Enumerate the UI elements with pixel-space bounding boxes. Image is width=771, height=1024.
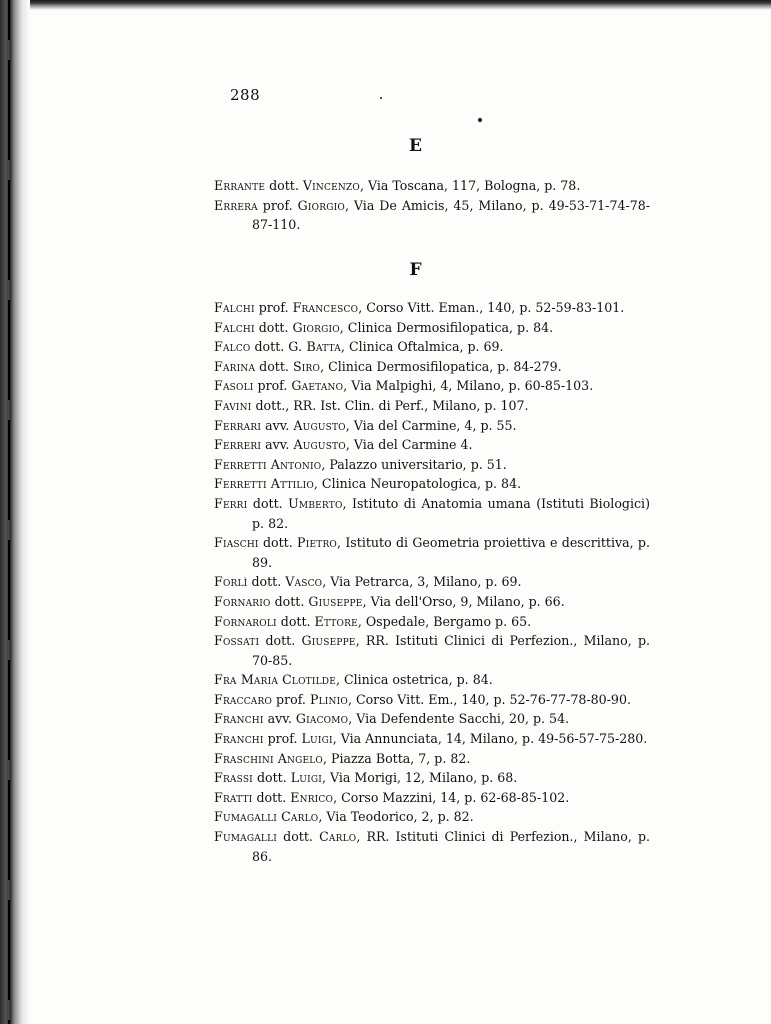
- list-item: [214, 592, 650, 612]
- entry-title: dott.,: [251, 397, 294, 413]
- entry-given-name: Luigi: [290, 770, 322, 786]
- entry-title: dott.: [252, 789, 291, 805]
- ink-speck: [478, 118, 482, 122]
- entry-given-name: Giuseppe: [301, 633, 356, 649]
- entry-details: , Clinica Oftalmica, p. 69.: [340, 339, 504, 355]
- entry-surname: Farina: [214, 358, 256, 374]
- list-item: [214, 612, 650, 632]
- list-item: [214, 690, 650, 710]
- entry-details: , Via Malpighi, 4, Milano, p. 60-85-103.: [343, 378, 594, 394]
- ink-speck: [380, 97, 382, 99]
- section-e-entries: [214, 176, 650, 235]
- entry-details: , Via dell'Orso, 9, Milano, p. 66.: [362, 593, 565, 609]
- entry-surname: Franchi: [214, 711, 264, 727]
- list-item: [214, 435, 650, 455]
- entry-surname: Ferretti: [214, 476, 267, 492]
- entry-title: dott.: [247, 495, 289, 511]
- entry-details: , Clinica ostetrica, p. 84.: [335, 672, 493, 688]
- entry-given-name: Giuseppe: [308, 593, 363, 609]
- list-item: [214, 807, 650, 827]
- entry-details: , Via del Carmine 4.: [345, 437, 473, 453]
- entry-surname: Errante: [214, 178, 266, 193]
- entry-surname: Ferretti: [214, 456, 267, 472]
- entry-details: , Corso Vitt. Em., 140, p. 52-76-77-78-80-90.: [347, 691, 631, 707]
- entry-title: prof.: [253, 378, 292, 394]
- list-item: [214, 533, 650, 572]
- entry-surname: Fra Maria: [214, 672, 279, 688]
- list-item: [214, 298, 650, 318]
- entry-surname: Fumagalli: [214, 829, 278, 845]
- entry-given-name: Enrico: [290, 789, 334, 805]
- entry-details: , Via Defendente Sacchi, 20, p. 54.: [348, 711, 570, 727]
- entry-details: , Piazza Botta, 7, p. 82.: [323, 750, 471, 766]
- entry-surname: Falchi: [214, 319, 255, 335]
- list-item: [214, 318, 650, 338]
- entry-given-name: Carlo: [281, 809, 319, 825]
- entry-given-name: Giacomo: [295, 711, 349, 727]
- entry-details: , Istituto di Geometria proiettiva e descrittiva, p. 89.: [252, 535, 650, 570]
- entry-given-name: Giorgio: [292, 319, 340, 335]
- entry-title: dott.: [259, 633, 302, 649]
- list-item: [214, 749, 650, 769]
- entry-title: dott.: [255, 358, 293, 374]
- entry-surname: Fumagalli: [214, 809, 278, 825]
- entry-details: , Ospedale, Bergamo p. 65.: [357, 613, 532, 629]
- entry-surname: Fraccaro: [214, 691, 273, 707]
- entry-title: dott.: [276, 613, 315, 629]
- entry-given-name: Augusto: [293, 437, 346, 453]
- entry-given-name: Augusto: [293, 417, 346, 433]
- entry-given-name: Carlo: [319, 829, 357, 845]
- entry-details: , Clinica Dermosifilopatica, p. 84.: [339, 319, 554, 335]
- list-item: [214, 729, 650, 749]
- section-f-entries: [214, 298, 650, 866]
- entry-details: , RR. Istituti Clinici di Perfezion., Milano, p. 86.: [252, 829, 651, 864]
- page-top-edge: [0, 0, 771, 10]
- entry-title: prof.: [263, 731, 302, 747]
- entry-given-name: Angelo: [277, 750, 324, 766]
- entry-surname: Fraschini: [214, 750, 274, 766]
- page-number: 288: [230, 86, 261, 104]
- entry-surname: Frassi: [214, 770, 253, 786]
- entry-details: , Via Petrarca, 3, Milano, p. 69.: [322, 574, 522, 590]
- list-item: [214, 396, 650, 416]
- entry-surname: Fornaroli: [214, 613, 277, 629]
- entry-given-name: Plinio: [309, 691, 348, 707]
- entry-surname: Forlì: [214, 574, 248, 590]
- entry-given-name: Pietro: [297, 535, 338, 551]
- entry-details: , Corso Vitt. Eman., 140, p. 52-59-83-101.: [358, 300, 625, 315]
- entry-title: dott.: [254, 319, 293, 335]
- entry-details: RR. Ist. Clin. di Perf., Milano, p. 107.: [293, 397, 529, 413]
- entry-title: dott.: [247, 574, 286, 590]
- entry-surname: Fiaschi: [214, 535, 259, 551]
- entry-title: dott.: [270, 593, 309, 609]
- entry-title: prof.: [257, 197, 298, 213]
- entry-given-name: G. Batta: [288, 339, 341, 355]
- entry-title: prof.: [254, 300, 293, 315]
- entry-title: dott.: [252, 770, 291, 786]
- entry-given-name: Siro: [292, 358, 321, 374]
- entry-surname: Franchi: [214, 731, 264, 747]
- list-item: [214, 474, 650, 494]
- entry-details: , Via De Amicis, 45, Milano, p. 49-53-71-74-78-87-110.: [252, 197, 651, 233]
- entry-surname: Ferri: [214, 495, 248, 511]
- entry-details: , Via Morigi, 12, Milano, p. 68.: [321, 770, 518, 786]
- entry-title: avv.: [263, 711, 296, 727]
- entry-surname: Errera: [214, 197, 258, 213]
- entry-surname: Falco: [214, 339, 251, 355]
- list-item: [214, 376, 650, 396]
- entry-title: avv.: [261, 417, 294, 433]
- entry-given-name: Vasco: [285, 574, 323, 590]
- entry-details: , Clinica Dermosifilopatica, p. 84-279.: [320, 358, 562, 374]
- entry-given-name: Gaetano: [291, 378, 344, 394]
- list-item: [214, 357, 650, 377]
- entry-surname: Fossati: [214, 633, 260, 649]
- entry-details: , Via Annunciata, 14, Milano, p. 49-56-57-75-280.: [332, 731, 648, 747]
- entry-given-name: Antonio: [270, 456, 322, 472]
- list-item: [214, 709, 650, 729]
- list-item: [214, 788, 650, 808]
- list-item: [214, 572, 650, 592]
- list-item: [214, 416, 650, 436]
- list-item: [214, 494, 650, 533]
- entry-given-name: Luigi: [301, 731, 333, 747]
- entry-surname: Fornario: [214, 593, 271, 609]
- list-item: [214, 768, 650, 788]
- entry-given-name: Ettore: [314, 613, 358, 629]
- list-item: [214, 176, 650, 196]
- entry-details: , RR. Istituti Clinici di Perfezion., Milano, p. 70-85.: [252, 633, 651, 668]
- entry-surname: Fratti: [214, 789, 253, 805]
- entry-given-name: Vincenzo: [302, 178, 360, 193]
- list-item: [214, 455, 650, 475]
- entry-surname: Ferreri: [214, 437, 262, 453]
- entry-surname: Ferrari: [214, 417, 262, 433]
- entry-details: , Via del Carmine, 4, p. 55.: [345, 417, 517, 433]
- entry-given-name: Umberto: [288, 495, 343, 511]
- entry-title: dott.: [250, 339, 289, 355]
- entry-surname: Fasoli: [214, 378, 254, 394]
- entry-details: , Istituto di Anatomia umana (Istituti Biologici) p. 82.: [252, 495, 650, 531]
- entry-given-name: Clotilde: [282, 672, 336, 688]
- entry-given-name: Francesco: [292, 300, 359, 315]
- entry-given-name: Attilio: [270, 476, 314, 492]
- entry-details: , Via Toscana, 117, Bologna, p. 78.: [359, 178, 581, 193]
- section-heading-f: F: [409, 260, 422, 280]
- entry-details: , Via Teodorico, 2, p. 82.: [318, 809, 474, 825]
- entry-surname: Favini: [214, 397, 252, 413]
- list-item: [214, 337, 650, 357]
- entry-title: dott.: [265, 178, 303, 193]
- entry-given-name: Giorgio: [297, 197, 345, 213]
- entry-details: , Palazzo universitario, p. 51.: [321, 456, 507, 472]
- entry-details: , Clinica Neuropatologica, p. 84.: [313, 476, 522, 492]
- section-heading-e: E: [409, 136, 422, 156]
- list-item: [214, 196, 650, 235]
- list-item: [214, 631, 650, 670]
- list-item: [214, 827, 650, 866]
- list-item: [214, 670, 650, 690]
- entry-details: , Corso Mazzini, 14, p. 62-68-85-102.: [333, 789, 570, 805]
- entry-title: prof.: [272, 691, 310, 707]
- entry-title: dott.: [258, 535, 298, 551]
- entry-surname: Falchi: [214, 300, 255, 315]
- entry-title: dott.: [277, 829, 320, 845]
- entry-title: avv.: [261, 437, 294, 453]
